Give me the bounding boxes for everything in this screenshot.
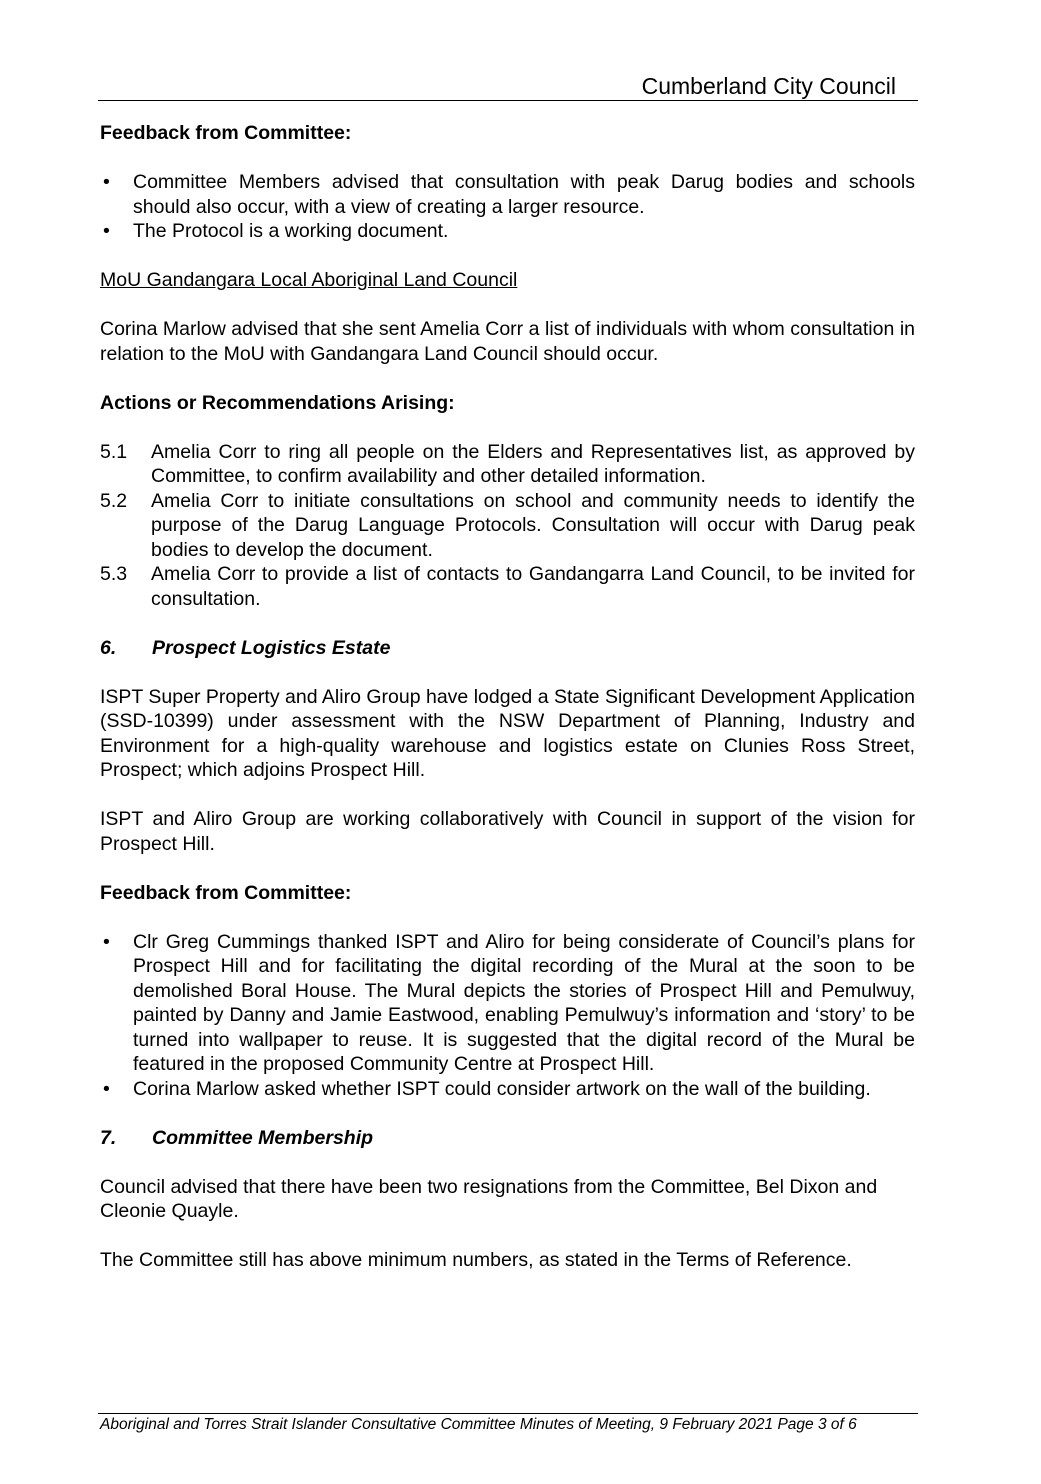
section-6-paragraph-1: ISPT Super Property and Aliro Group have lodged a State Significant Development Application (SSD-10399) under assessment with the NSW Department of Planning, Industry and Environment for a high-quality warehouse and logistics estate on Clunies Ross Street, Prospect; which adjoins Prospect Hill. — [100, 685, 915, 781]
feedback-list-1 — [100, 170, 915, 244]
list-item: 5.2 Amelia Corr to initiate consultations on school and community needs to identify the purpose of the Darug Language Protocols. Consultation will occur with Darug peak bodies to develop the document. — [100, 489, 915, 561]
list-item: 5.3 Amelia Corr to provide a list of contacts to Gandangarra Land Council, to be invited for consultation. — [100, 563, 915, 610]
footer-divider — [98, 1413, 918, 1414]
list-item: • The Protocol is a working document. — [103, 220, 449, 242]
actions-heading: Actions or Recommendations Arising: — [100, 391, 455, 414]
section-6-heading: 6. Prospect Logistics Estate — [100, 636, 391, 659]
bullet-icon: • — [103, 220, 110, 242]
section-7-paragraph-1: Council advised that there have been two resignations from the Committee, Bel Dixon and Cleonie Quayle. — [100, 1175, 878, 1222]
list-item: • Committee Members advised that consultation with peak Darug bodies and schools should also occur, with a view of creating a larger resource. — [103, 171, 915, 218]
mou-paragraph: Corina Marlow advised that she sent Amelia Corr a list of individuals with whom consultation in relation to the MoU with Gandangara Land Council should occur. — [100, 318, 915, 365]
feedback-heading-1: Feedback from Committee: — [100, 122, 352, 144]
bullet-icon: • — [103, 930, 110, 953]
mou-heading: MoU Gandangara Local Aboriginal Land Council — [100, 269, 518, 291]
list-item: • Clr Greg Cummings thanked ISPT and Aliro for being considerate of Council’s plans for Prospect Hill and for facilitating the digital recording of the Mural at the soon to be demolished Boral House. The Mural depicts the stories of Prospect Hill and Pemulwuy, painted by Danny and Jamie Eastwood, enabling Pemulwuy’s information and ‘story’ to be turned into wallpaper to reuse. It is suggested that the digital record of the Mural be featured in the proposed Community Centre at Prospect Hill. — [103, 930, 915, 1075]
bullet-icon: • — [103, 171, 110, 193]
header-divider — [98, 100, 918, 101]
footer-text: Aboriginal and Torres Strait Islander Consultative Committee Minutes of Meeting, 9 February 2021 Page 3 of 6 — [100, 1416, 857, 1433]
list-item: 5.1 Amelia Corr to ring all people on the Elders and Representatives list, as approved by Committee, to confirm availability and other detailed information. — [100, 440, 915, 487]
bullet-icon: • — [103, 1077, 110, 1100]
page-content — [100, 121, 915, 1273]
actions-list — [100, 440, 915, 612]
feedback-list-2 — [100, 930, 915, 1102]
section-7-paragraph-2: The Committee still has above minimum numbers, as stated in the Terms of Reference. — [100, 1249, 852, 1271]
section-6-paragraph-2: ISPT and Aliro Group are working collaboratively with Council in support of the vision for Prospect Hill. — [100, 808, 915, 855]
header-organisation: Cumberland City Council — [641, 73, 896, 99]
list-item: • Corina Marlow asked whether ISPT could consider artwork on the wall of the building. — [103, 1077, 871, 1100]
feedback-heading-2: Feedback from Committee: — [100, 881, 352, 904]
section-7-heading: 7. Committee Membership — [100, 1126, 374, 1149]
